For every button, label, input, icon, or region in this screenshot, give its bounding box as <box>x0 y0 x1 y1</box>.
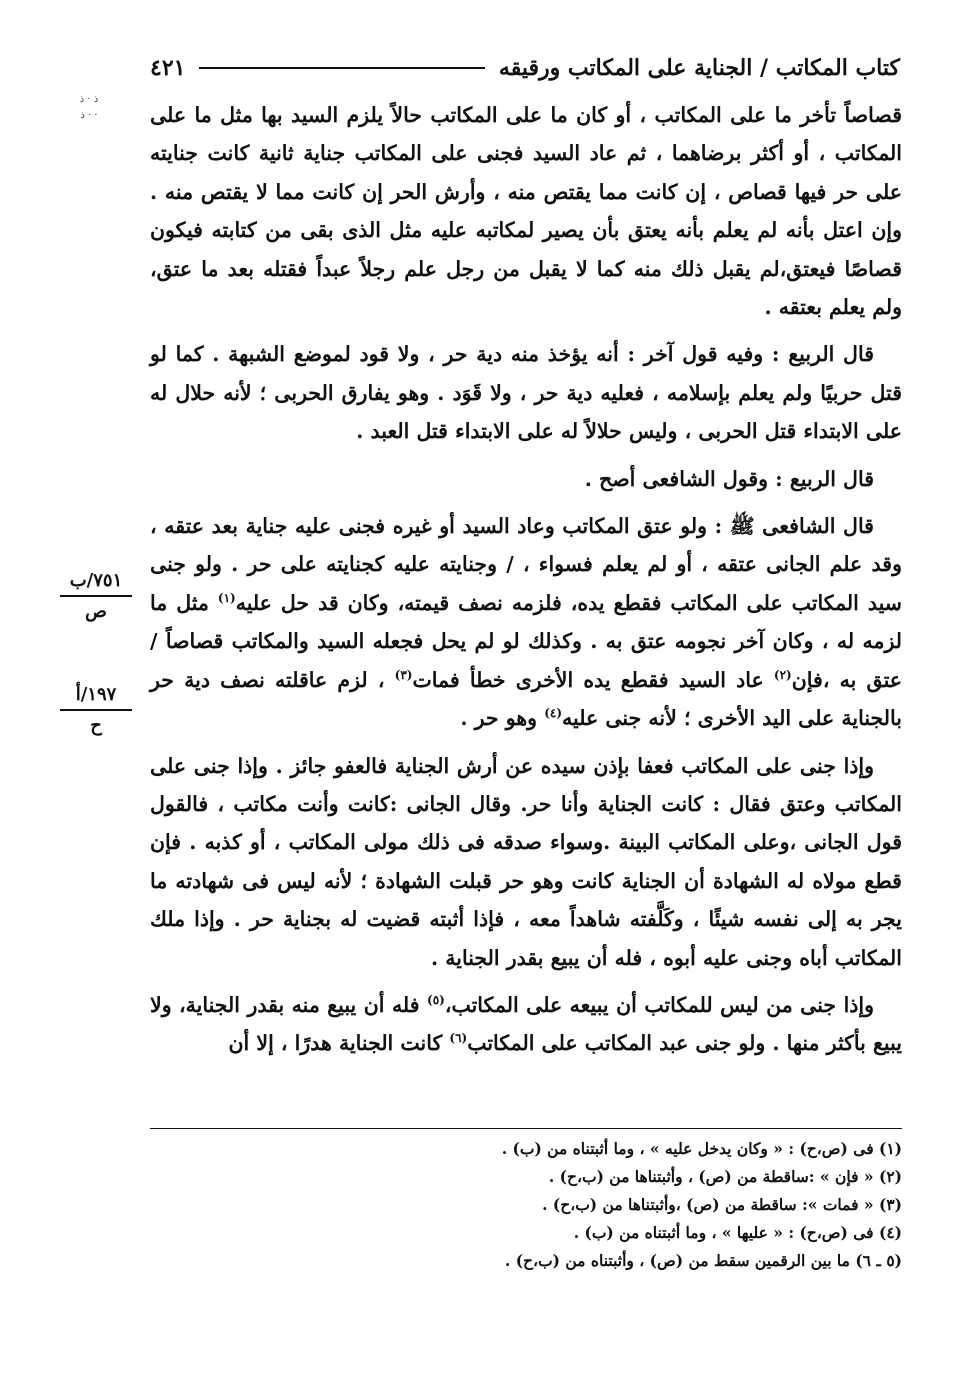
paragraph-6-part-a: وإذا جنى من ليس للمكاتب أن يبيعه على المكاتب، <box>444 992 874 1017</box>
footnote-ref-6: (٦) <box>449 1031 468 1046</box>
margin-ref-1-line <box>60 595 132 597</box>
header-rule <box>199 67 484 69</box>
paragraph-4-lead: قال الشافعى ﷺ <box>729 514 874 539</box>
header-title: كتاب المكاتب / الجناية على المكاتب ورقيقه <box>498 55 900 81</box>
paragraph-4-part-d: ، لزم عاقلته نصف دية حر بالجناية على اليد الأخرى ؛ لأنه جنى عليه <box>150 667 902 731</box>
footnote-ref-2: (٢) <box>773 667 792 682</box>
margin-ref-2-top: ١٩٧/أ <box>75 684 117 705</box>
paragraph-6 <box>150 986 902 1063</box>
footnote-ref-1: (١) <box>217 591 236 606</box>
paragraph-4-part-c: عاد السيد فقطع يده الأخرى خطأ فمات <box>412 667 774 692</box>
paragraph-6-part-b: فله أن يبيع منه بقدر الجناية، ولا يبيع بأكثر منها . ولو جنى عبد المكاتب على المكاتب <box>150 992 902 1056</box>
paragraph-4-part-a: : ولو عتق المكاتب وعاد السيد أو غيره فجنى عليه جناية بعد عتقه ، وقد علم الجانى عتقه ، أو لم يعلم فسواء ، / وجنايته عليه كجنايته على حر . ولو جنى سيد المكاتب على المكاتب فقطع يده، فلزمه نصف قيمته، وكان قد حل عليه <box>150 514 902 615</box>
paragraph-3: قال الربيع : وقول الشافعى أصح . <box>584 466 874 491</box>
footnote-3: (٣) « فمات »: ساقطة من (ص) ،وأثبتناها من (ب،ح) . <box>542 1195 902 1214</box>
paragraph-4-part-b: مثل ما لزمه له ، وكان آخر نجومه عتق به . وكذلك لو لم يحل فجعله السيد والمكاتب قصاصاً /عتق به ،فإن <box>150 590 902 692</box>
margin-ref-1-top: ٧٥١/ب <box>69 570 123 591</box>
paragraph-6-part-c: كانت الجناية هدرًا ، إلا أن <box>228 1031 450 1056</box>
margin-reference-2 <box>56 684 136 736</box>
margin-ref-1-bottom: ص <box>85 601 107 622</box>
footnotes <box>150 1128 902 1275</box>
footnote-1: (١) فى (ص،ح) : « وكان يدخل عليه » ، وما أثبتناه من (ب) . <box>501 1139 902 1158</box>
footnote-ref-5: (٥) <box>427 993 445 1008</box>
main-text <box>150 96 902 1072</box>
footnote-5-6: (٥ ـ ٦) ما بين الرقمين سقط من (ص) ، وأثبتناه من (ب،ح) . <box>504 1251 902 1270</box>
margin-ref-2-bottom: ح <box>90 715 102 736</box>
paragraph-1: قصاصاً تأخر ما على المكاتب ، أو كان ما على المكاتب حالاً يلزم السيد بها مثل ما على المكاتب ، أو أكثر برضاهما ، ثم عاد السيد فجنى على المكاتب جناية ثانية كانت جنايته على حر فيها قصاص ، إن كانت مما يقتص منه ، وأرش الحر إن كانت مما لا يقتص منه . وإن اعتل بأنه لم يعلم بأنه يعتق بأن يصير لمكاتبه عليه مثل الذى بقى من كتابته فيكون قصاصًا فيعتق،لم يقبل ذلك منه كما لا يقبل من رجل علم رجلاً عبداً فقتله بعد ما عتق، ولم يعلم بعتقه . <box>150 103 902 320</box>
margin-ref-2-line <box>60 709 132 711</box>
paragraph-2: قال الربيع : وفيه قول آخر : أنه يؤخذ منه دية حر ، ولا قود لموضع الشبهة . كما لو قتل حربيًا ولم يعلم بإسلامه ، فعليه دية حر ، ولا قَوَد . وهو يفارق الحربى ؛ لأنه حلال له على الابتداء قتل الحربى ، وليس حلالاً له على الابتداء قتل العبد . <box>150 342 902 444</box>
paragraph-4-part-e: وهو حر . <box>460 706 545 731</box>
paragraph-4 <box>150 507 902 737</box>
margin-marks: ذ · ذ · ذ · <box>79 94 99 121</box>
running-header <box>150 48 900 88</box>
margin-reference-1 <box>56 570 136 622</box>
footnote-2: (٢) « فإن » :ساقطة من (ص) ، وأثبتناها من (ب،ح) . <box>548 1167 902 1186</box>
footnote-ref-3: (٣) <box>394 667 413 682</box>
page-number: ٤٢١ <box>150 55 186 81</box>
footnote-ref-4: (٤) <box>544 706 563 721</box>
paragraph-5: وإذا جنى على المكاتب فعفا بإذن سيده عن أرش الجناية فالعفو جائز . وإذا جنى على المكاتب وعتق فقال : كانت الجناية وأنا حر. وقال الجانى :كانت وأنت مكاتب ، فالقول قول الجانى ،وعلى المكاتب البينة .وسواء صدقه فى ذلك مولى المكاتب ، أو كذبه . فإن قطع مولاه له الشهادة أن الجناية كانت وهو حر قبلت الشهادة ؛ لأنه ليس فى شهادته ما يجر به إلى نفسه شيئًا ، وكَلَّفته شاهداً معه ، فإذا أثبته قضيت له بجناية حر . وإذا ملك المكاتب أباه وجنى عليه أبوه ، فله أن يبيع بقدر الجناية . <box>150 753 902 970</box>
footnote-4: (٤) فى (ص،ح) : « عليها » ، وما أثبتناه من (ب) . <box>573 1223 902 1242</box>
